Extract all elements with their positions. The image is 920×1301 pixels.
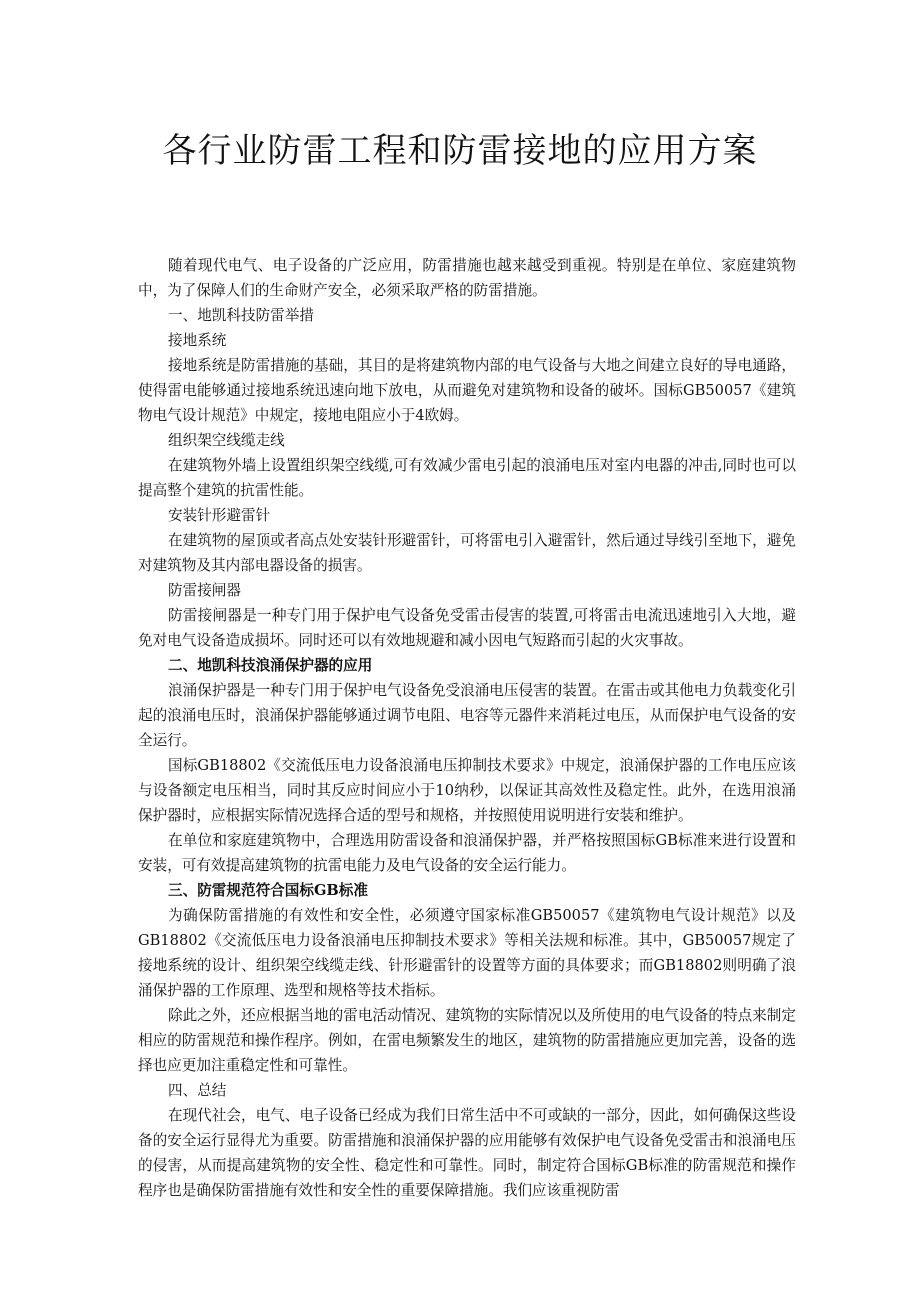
subsection-grounding-heading: 接地系统 xyxy=(168,332,227,349)
section-1-heading: 一、地凯科技防雷举措 xyxy=(168,307,314,324)
section-2-paragraph: 国标GB18802《交流低压电力设备浪涌电压抑制技术要求》中规定，浪涌保护器的工作电压应该与设备额定电压相当，同时其反应时间应小于10纳秒，以保证其高效性及稳定性。此外，在选用浪涌保护器时，应根据实际情况选择合适的型号和规格，并按照使用说明进行安装和维护。 xyxy=(138,757,796,824)
section-3-heading: 三、防雷规范符合国标GB标准 xyxy=(168,882,368,899)
subsection-grounding-text: 接地系统是防雷措施的基础，其目的是将建筑物内部的电气设备与大地之间建立良好的导电通路，使得雷电能够通过接地系统迅速向地下放电，从而避免对建筑物和设备的破坏。国标GB50057《建筑物电气设计规范》中规定，接地电阻应小于4欧姆。 xyxy=(138,357,796,424)
subsection-lightning-rod-heading: 安装针形避雷针 xyxy=(168,507,271,524)
section-4-paragraph: 在现代社会，电气、电子设备已经成为我们日常生活中不可或缺的一部分，因此，如何确保这些设备的安全运行显得尤为重要。防雷措施和浪涌保护器的应用能够有效保护电气设备免受雷击和浪涌电压的侵害，从而提高建筑物的安全性、稳定性和可靠性。同时，制定符合国标GB标准的防雷规范和操作程序也是确保防雷措施有效性和安全性的重要保障措施。我们应该重视防雷 xyxy=(138,1107,796,1199)
section-2-heading: 二、地凯科技浪涌保护器的应用 xyxy=(168,657,373,674)
subsection-arrester-heading: 防雷接闸器 xyxy=(168,582,241,599)
section-3-paragraph: 除此之外，还应根据当地的雷电活动情况、建筑物的实际情况以及所使用的电气设备的特点来制定相应的防雷规范和操作程序。例如，在雷电频繁发生的地区，建筑物的防雷措施应更加完善，设备的选择也应更加注重稳定性和可靠性。 xyxy=(138,1007,796,1074)
section-2-paragraph: 浪涌保护器是一种专门用于保护电气设备免受浪涌电压侵害的装置。在雷击或其他电力负载变化引起的浪涌电压时，浪涌保护器能够通过调节电阻、电容等元器件来消耗过电压，从而保护电气设备的安全运行。 xyxy=(138,682,796,749)
section-4-heading: 四、总结 xyxy=(168,1082,227,1099)
subsection-overhead-cable-text: 在建筑物外墙上设置组织架空线缆,可有效减少雷电引起的浪涌电压对室内电器的冲击,同时也可以提高整个建筑的抗雷性能。 xyxy=(138,457,796,499)
page-title: 各行业防雷工程和防雷接地的应用方案 xyxy=(162,131,758,171)
section-2-paragraph: 在单位和家庭建筑物中，合理选用防雷设备和浪涌保护器，并严格按照国标GB标准来进行设置和安装，可有效提高建筑物的抗雷电能力及电气设备的安全运行能力。 xyxy=(138,832,796,874)
intro-paragraph: 随着现代电气、电子设备的广泛应用，防雷措施也越来越受到重视。特别是在单位、家庭建筑物中，为了保障人们的生命财产安全，必须采取严格的防雷措施。 xyxy=(138,257,796,299)
subsection-overhead-cable-heading: 组织架空线缆走线 xyxy=(168,432,285,449)
subsection-arrester-text: 防雷接闸器是一种专门用于保护电气设备免受雷击侵害的装置,可将雷击电流迅速地引入大地，避免对电气设备造成损坏。同时还可以有效地规避和减小因电气短路而引起的火灾事故。 xyxy=(138,607,796,649)
section-3-paragraph: 为确保防雷措施的有效性和安全性，必须遵守国家标准GB50057《建筑物电气设计规范》以及GB18802《交流低压电力设备浪涌电压抑制技术要求》等相关法规和标准。其中，GB50057规定了接地系统的设计、组织架空线缆走线、针形避雷针的设置等方面的具体要求；而GB18802则明确了浪涌保护器的工作原理、选型和规格等技术指标。 xyxy=(138,907,796,999)
document-body xyxy=(138,253,796,1203)
subsection-lightning-rod-text: 在建筑物的屋顶或者高点处安装针形避雷针，可将雷电引入避雷针，然后通过导线引至地下，避免对建筑物及其内部电器设备的损害。 xyxy=(138,532,796,574)
